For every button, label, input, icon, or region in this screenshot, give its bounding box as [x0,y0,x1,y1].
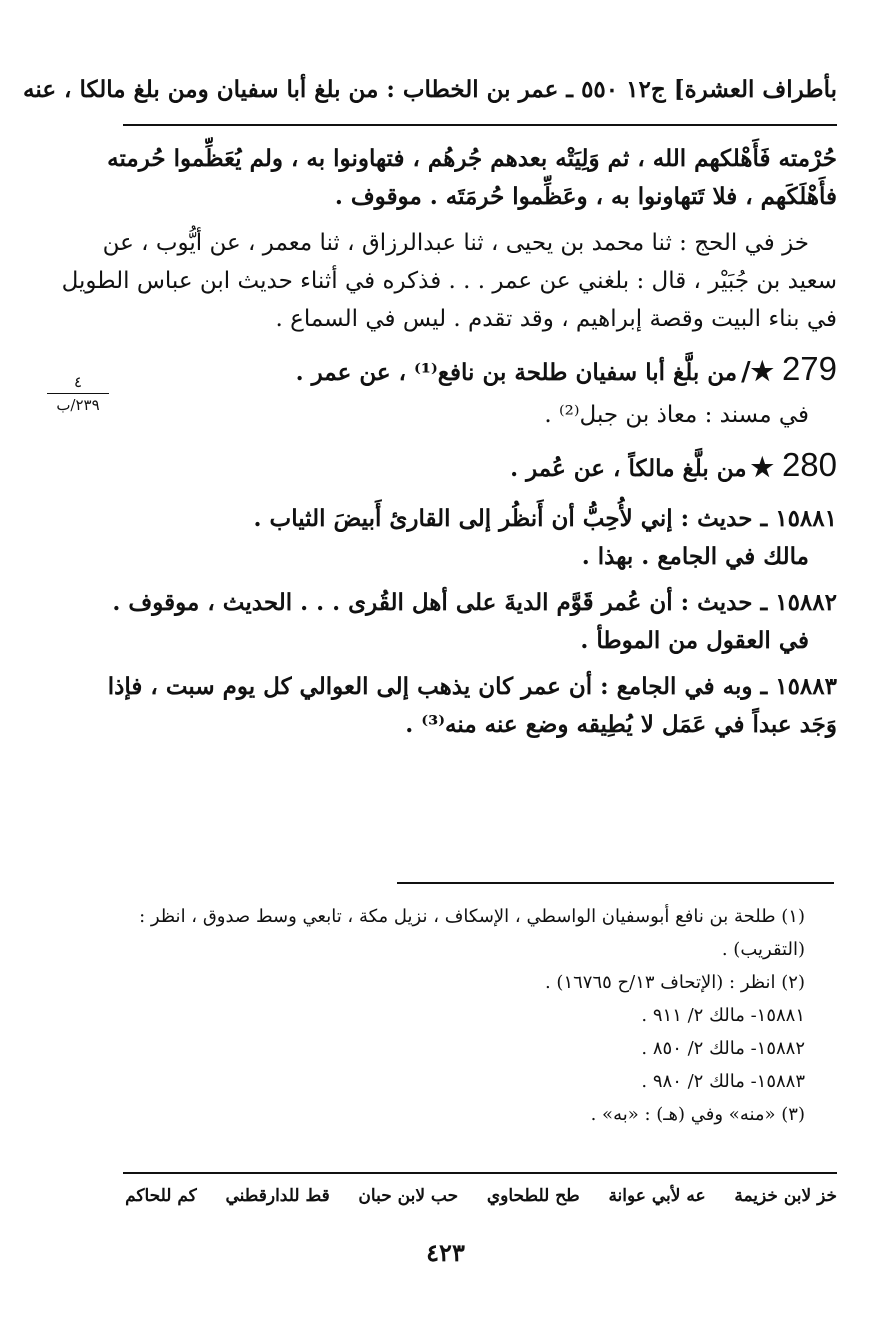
entry-source: في مسند : معاذ بن جبل⁽²⁾ . [544,402,809,428]
abbreviation-item: كم للحاكم [125,1186,197,1206]
margin-note-top: ٤ [73,373,83,391]
abbreviation-item: عه لأبي عوانة [608,1186,706,1206]
margin-note-bar [47,393,109,394]
hadith-15881 [125,500,837,576]
entry-280 [125,442,837,492]
entry-number: 280 [781,446,837,483]
footnote-line: (٢) انظر : (الإتحاف ١٣/ح ١٦٧٦٥) . [544,972,805,993]
entry-title: من بلَّغ أبا سفيان طلحة بن نافع⁽¹⁾ ، عن عمر . [295,359,738,386]
footnote-line: ١٥٨٨٣- مالك ٢/ ٩٨٠ . [641,1071,805,1092]
text-line: سعيد بن جُبَيْر ، قال : بلغني عن عمر . . . فذكره في أثناء حديث ابن عباس الطويل [61,268,837,294]
abbreviation-item: خز لابن خزيمة [734,1186,837,1206]
page-number: ٤٢٣ [426,1238,465,1267]
abbreviation-item: قط للدارقطني [225,1186,330,1206]
text-line: خز في الحج : ثنا محمد بن يحيى ، ثنا عبدالرزاق ، ثنا معمر ، عن أيُّوب ، عن [102,230,809,256]
footnote-line: (١) طلحة بن نافع أبوسفيان الواسطي ، الإسكاف ، نزيل مكة ، تابعي وسط صدوق ، انظر : [139,906,805,927]
hadith-text: ١٥٨٨٣ ـ وبه في الجامع : أن عمر كان يذهب إلى العوالي كل يوم سبت ، فإذا [107,673,837,700]
entry-279 [125,346,837,434]
text-line: فأَهْلَكَهم ، فلا تَتهاونوا به ، وعَظِّموا حُرمَتَه . موقوف . [334,183,837,210]
hadith-text: وَجَد عبداً في عَمَل لا يُطِيقه وضع عنه منه⁽³⁾ . [405,711,837,738]
abbreviation-item: حب لابن حبان [358,1186,459,1206]
abbreviation-item: طح للطحاوي [486,1186,580,1206]
footnote-line: (التقريب) . [721,939,805,960]
margin-note [38,372,118,415]
running-header: بأطراف العشرة] ج١٢ ٥٥٠ ـ عمر بن الخطاب : من بلغ أبا سفيان ومن بلغ مالكا ، عنه [23,76,837,103]
header-divider [123,124,837,126]
entry-number: 279 [781,350,837,387]
abbreviation-divider [123,1172,837,1174]
entry-title: من بلَّغ مالكاً ، عن عُمر . [510,455,747,482]
footnote-line: ١٥٨٨٢- مالك ٢/ ٨٥٠ . [641,1038,805,1059]
star-icon: ★/ [741,357,774,387]
footnotes [125,900,837,1131]
footnote-line: (٣) «منه» وفي (هـ) : «به» . [590,1104,805,1125]
footnote-divider [397,882,834,884]
footnote-line: ١٥٨٨١- مالك ٢/ ٩١١ . [641,1005,805,1026]
abbreviation-key [125,1186,837,1206]
text-line: حُرْمته فَأَهْلكهم الله ، ثم وَلِيَتْه بعدهم جُرهُم ، فتهاونوا به ، ولم يُعَظِّموا حُرمته [107,145,837,172]
paragraph-2 [61,224,837,338]
text-line: في بناء البيت وقصة إبراهيم ، وقد تقدم . ليس في السماع . [275,306,837,332]
hadith-15882 [112,584,837,660]
hadith-source: في العقول من الموطأ . [580,627,809,654]
margin-note-bottom: ٢٣٩/ب [56,396,100,414]
paragraph-1 [107,140,837,216]
hadith-text: ١٥٨٨٢ ـ حديث : أن عُمر قَوَّم الديةَ على أهل القُرى . . . الحديث ، موقوف . [112,589,837,616]
hadith-text: ١٥٨٨١ ـ حديث : إني لأُحِبُّ أن أَنظُر إلى القارئ أَبيضَ الثياب . [253,505,837,532]
star-icon: ★ [750,453,774,483]
hadith-source: مالك في الجامع . بهذا . [581,543,809,570]
hadith-15883 [107,668,837,744]
